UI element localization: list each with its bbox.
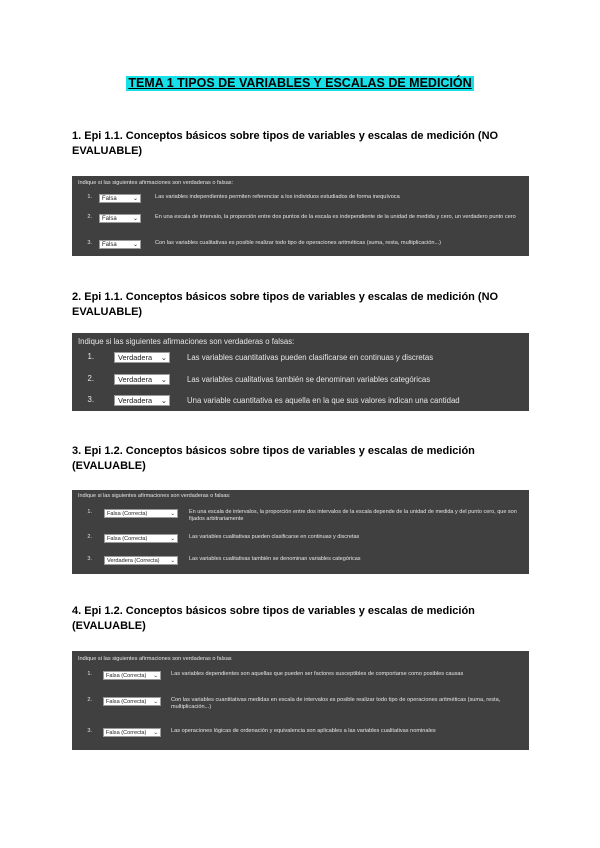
question-prompt: Indique si las siguientes afirmaciones son verdaderas o falsas:: [78, 337, 295, 346]
statement-text: Las variables independientes permiten referenciar a los individuos estudiados de forma inequívoca: [155, 194, 400, 200]
item-number: 2.: [87, 697, 92, 703]
section-4-heading: 4. Epi 1.2. Conceptos básicos sobre tipos de variables y escalas de medición (EVALUABLE): [72, 605, 475, 632]
chevron-down-icon: ⌄: [153, 699, 158, 705]
chevron-down-icon: ⌄: [153, 730, 158, 736]
statement-text: Las variables cualitativas también se denominan variables categóricas: [187, 375, 431, 384]
chevron-down-icon: ⌄: [160, 375, 167, 384]
answer-select[interactable]: Falsa (Correcta) ⌄: [104, 534, 178, 543]
statement-text: Las variables cuantitativas pueden clasificarse en continuas y discretas: [187, 353, 434, 362]
chevron-down-icon: ⌄: [170, 536, 175, 542]
section-3-heading: 3. Epi 1.2. Conceptos básicos sobre tipos de variables y escalas de medición (EVALUABLE): [72, 445, 475, 472]
statement-text: En una escala de intervalo, la proporción entre dos puntos de la escala es independiente de la unidad de medida y cero, un verdadero punto cero: [155, 214, 516, 220]
answer-select[interactable]: Verdadera (Correcta) ⌄: [104, 556, 178, 565]
section-1-heading: 1. Epi 1.1. Conceptos básicos sobre tipos de variables y escalas de medición (NO EVALUABLE): [72, 130, 499, 157]
item-number: 3.: [87, 556, 92, 562]
item-number: 3.: [87, 395, 94, 404]
statement-text: En una escala de intervalos, la proporción entre dos intervalos de la escala depende de la unidad de medida y del punto cero, que son fijados arbitrariamente: [189, 509, 517, 522]
answer-select[interactable]: Verdadera ⌄: [114, 374, 170, 385]
item-number: 1.: [87, 352, 94, 361]
answer-select[interactable]: Falsa ⌄: [99, 194, 141, 203]
statement-text: Las variables cualitativas pueden clasificarse en continuas y discretas: [189, 534, 360, 540]
section-2-heading: 2. Epi 1.1. Conceptos básicos sobre tipos de variables y escalas de medición (NO EVALUABLE): [72, 291, 499, 318]
item-number: 2.: [87, 374, 94, 383]
question-panel-3: [72, 490, 529, 574]
question-panel-1: [72, 176, 529, 256]
statement-text: Las operaciones lógicas de ordenación y equivalencia son aplicables a las variables cualitativas nominales: [171, 728, 436, 734]
item-number: 3.: [87, 728, 92, 734]
chevron-down-icon: ⌄: [132, 196, 138, 202]
item-number: 1.: [87, 671, 92, 677]
chevron-down-icon: ⌄: [170, 511, 175, 517]
statement-text: Con las variables cuantitativas medidas en escala de intervalos es posible realizar todo tipo de operaciones aritméticas (suma, resta, multiplicación...): [171, 697, 501, 710]
statement-text: Las variables cualitativas también se denominan variables categóricas: [189, 556, 361, 562]
item-number: 1.: [87, 194, 92, 200]
item-number: 1.: [87, 509, 92, 515]
item-number: 3.: [87, 240, 92, 246]
chevron-down-icon: ⌄: [160, 353, 167, 362]
document-title: TEMA 1 TIPOS DE VARIABLES Y ESCALAS DE MEDICIÓN: [128, 76, 472, 90]
chevron-down-icon: ⌄: [132, 216, 138, 222]
answer-select[interactable]: Falsa ⌄: [99, 214, 141, 223]
question-prompt: Indique si las siguientes afirmaciones son verdaderas o falsas:: [78, 493, 231, 499]
statement-text: Una variable cuantitativa es aquella en la que sus valores indican una cantidad: [187, 396, 460, 405]
item-number: 2.: [87, 214, 92, 220]
answer-select[interactable]: Falsa ⌄: [99, 240, 141, 249]
answer-select[interactable]: Falsa (Correcta) ⌄: [103, 697, 161, 706]
statement-text: Las variables dependientes son aquellas que pueden ser factores susceptibles de comportarse como posibles causas: [171, 671, 464, 677]
answer-select[interactable]: Verdadera ⌄: [114, 395, 170, 406]
chevron-down-icon: ⌄: [153, 673, 158, 679]
chevron-down-icon: ⌄: [132, 242, 138, 248]
answer-select[interactable]: Falsa (Correcta) ⌄: [103, 728, 161, 737]
title-wrapper: [0, 74, 600, 92]
chevron-down-icon: ⌄: [160, 396, 167, 405]
question-panel-2: [72, 333, 529, 411]
statement-text: Con las variables cualitativas es posible realizar todo tipo de operaciones aritméticas (suma, resta, multiplicación...): [155, 240, 442, 246]
question-panel-4: [72, 651, 529, 750]
answer-select[interactable]: Verdadera ⌄: [114, 352, 170, 363]
question-prompt: Indique si las siguientes afirmaciones son verdaderas o falsas:: [78, 180, 234, 186]
answer-select[interactable]: Falsa (Correcta) ⌄: [103, 671, 161, 680]
chevron-down-icon: ⌄: [170, 558, 175, 564]
item-number: 2.: [87, 534, 92, 540]
question-prompt: Indique si las siguientes afirmaciones son verdaderas o falsas: [78, 656, 232, 662]
answer-select[interactable]: Falsa (Correcta) ⌄: [104, 509, 178, 518]
